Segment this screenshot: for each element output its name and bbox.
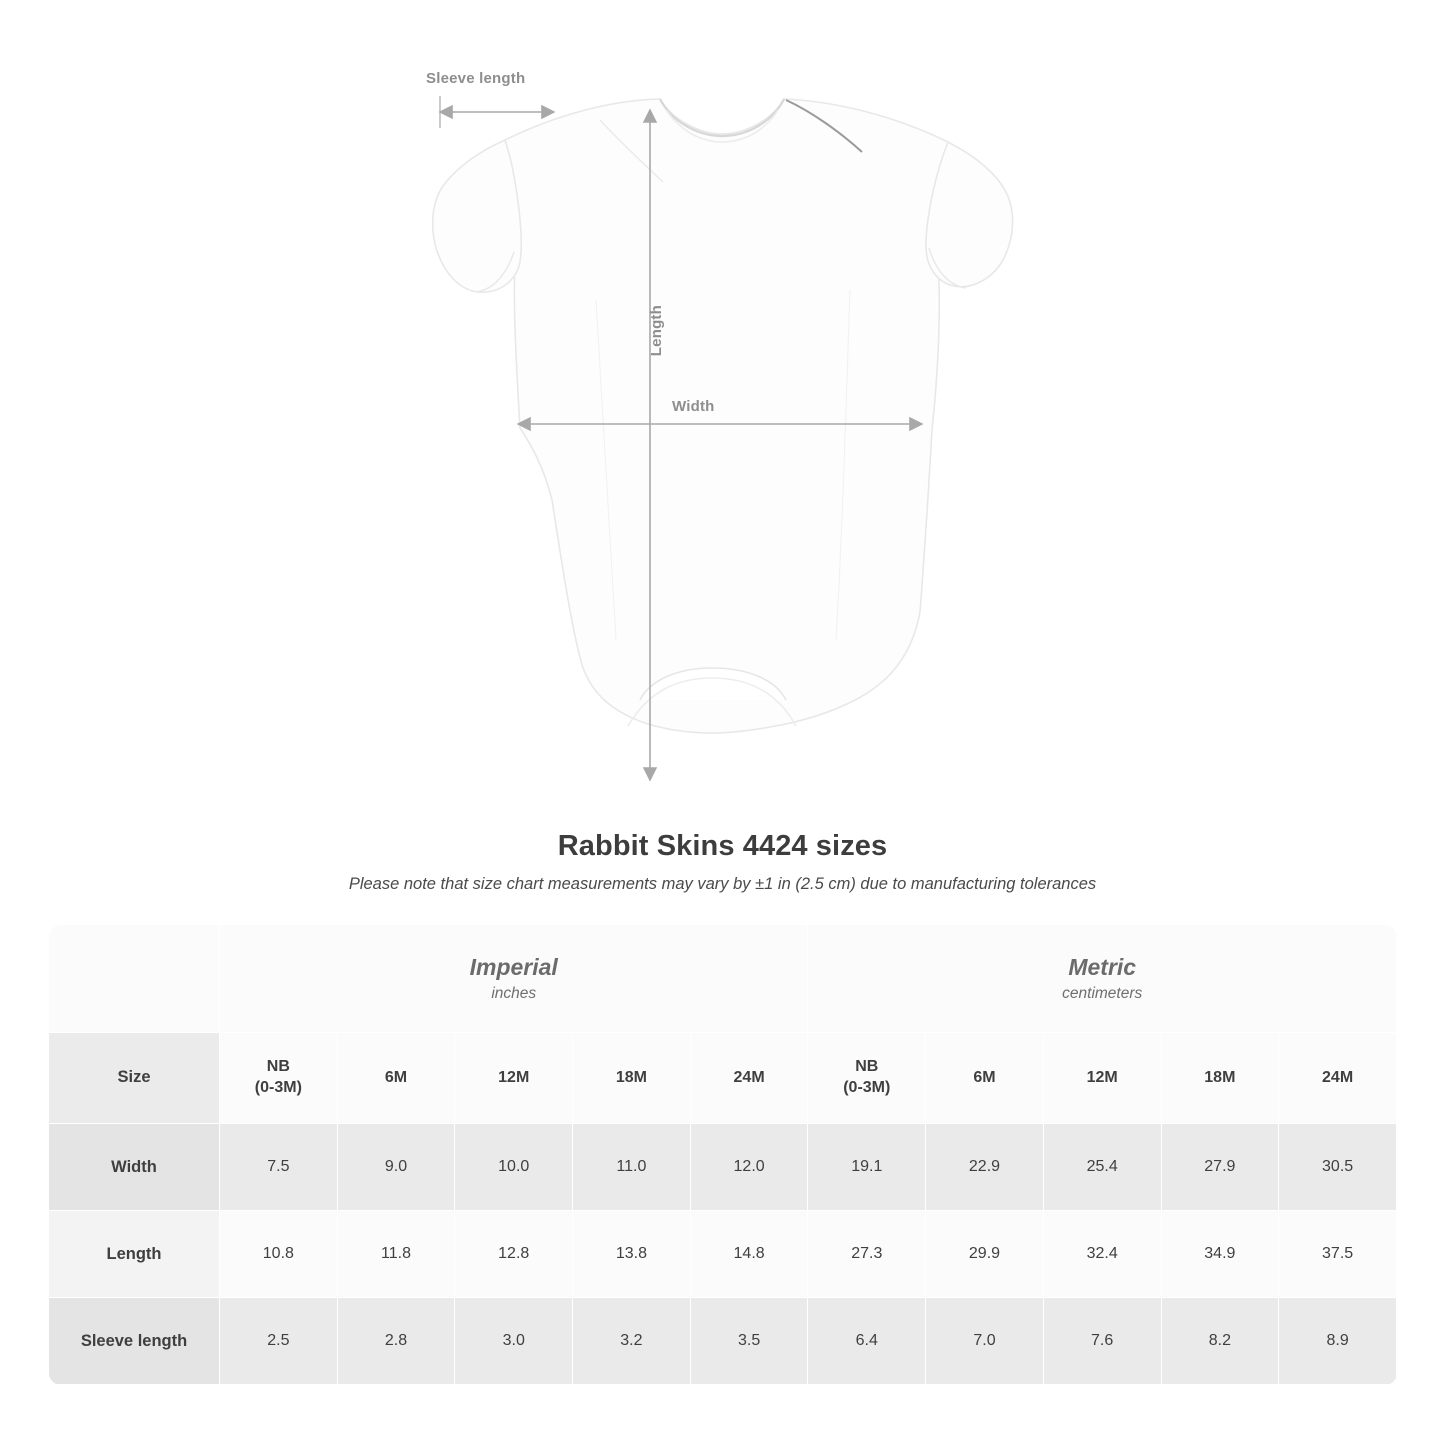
column-header-24m-metric: 24M	[1279, 1033, 1397, 1124]
cell-length-nb-in: 10.8	[220, 1211, 338, 1298]
table-row	[49, 1298, 1397, 1385]
column-header-6m-imperial: 6M	[337, 1033, 455, 1124]
table-row	[49, 1124, 1397, 1211]
column-header-12m-imperial: 12M	[455, 1033, 573, 1124]
cell-length-18m-cm: 34.9	[1161, 1211, 1279, 1298]
column-header-24m-imperial: 24M	[690, 1033, 808, 1124]
cell-width-24m-cm: 30.5	[1279, 1124, 1397, 1211]
cell-width-12m-in: 10.0	[455, 1124, 573, 1211]
cell-sleeve-12m-in: 3.0	[455, 1298, 573, 1385]
cell-length-24m-cm: 37.5	[1279, 1211, 1397, 1298]
column-header-12m-metric: 12M	[1043, 1033, 1161, 1124]
column-header-18m-imperial: 18M	[573, 1033, 691, 1124]
cell-length-nb-cm: 27.3	[808, 1211, 926, 1298]
row-label-width: Width	[49, 1124, 220, 1211]
cell-length-12m-in: 12.8	[455, 1211, 573, 1298]
table-row	[49, 1211, 1397, 1298]
tolerance-note: Please note that size chart measurements may vary by ±1 in (2.5 cm) due to manufacturing tolerances	[348, 875, 1097, 893]
column-header-nb-metric	[808, 1033, 926, 1124]
sleeve-length-label: Sleeve length	[426, 70, 526, 87]
cell-sleeve-nb-cm: 6.4	[808, 1298, 926, 1385]
cell-length-24m-in: 14.8	[690, 1211, 808, 1298]
cell-sleeve-nb-in: 2.5	[220, 1298, 338, 1385]
cell-sleeve-12m-cm: 7.6	[1043, 1298, 1161, 1385]
column-header-18m-metric: 18M	[1161, 1033, 1279, 1124]
size-chart-table-wrapper	[48, 924, 1397, 1385]
cell-sleeve-24m-cm: 8.9	[1279, 1298, 1397, 1385]
cell-width-6m-in: 9.0	[337, 1124, 455, 1211]
unit-group-metric-sub: centimeters	[1062, 984, 1143, 1002]
cell-width-nb-in: 7.5	[220, 1124, 338, 1211]
unit-group-imperial-sub: inches	[491, 984, 537, 1002]
unit-group-metric	[808, 925, 1397, 1033]
cell-length-12m-cm: 32.4	[1043, 1211, 1161, 1298]
unit-group-imperial-name: Imperial	[469, 954, 558, 981]
column-header-nb-metric-main: NB	[855, 1058, 879, 1076]
length-label: Length	[648, 305, 665, 357]
bodysuit-shape	[433, 99, 1013, 733]
width-label: Width	[672, 398, 715, 415]
cell-sleeve-18m-cm: 8.2	[1161, 1298, 1279, 1385]
row-label-sleeve-length: Sleeve length	[49, 1298, 220, 1385]
title-block	[0, 830, 1445, 894]
cell-width-18m-cm: 27.9	[1161, 1124, 1279, 1211]
cell-length-6m-cm: 29.9	[926, 1211, 1044, 1298]
unit-group-metric-name: Metric	[1068, 954, 1137, 981]
row-label-length: Length	[49, 1211, 220, 1298]
unit-group-imperial	[220, 925, 808, 1033]
cell-length-18m-in: 13.8	[573, 1211, 691, 1298]
unit-row-spacer	[49, 925, 220, 1033]
column-header-nb-imperial-sub: (0-3M)	[254, 1079, 302, 1096]
cell-sleeve-24m-in: 3.5	[690, 1298, 808, 1385]
page-title: Rabbit Skins 4424 sizes	[557, 830, 888, 862]
column-header-nb-imperial	[220, 1033, 338, 1124]
cell-width-12m-cm: 25.4	[1043, 1124, 1161, 1211]
size-chart-table	[48, 924, 1397, 1385]
cell-width-6m-cm: 22.9	[926, 1124, 1044, 1211]
cell-width-nb-cm: 19.1	[808, 1124, 926, 1211]
row-header-size: Size	[49, 1033, 220, 1124]
cell-length-6m-in: 11.8	[337, 1211, 455, 1298]
column-header-nb-imperial-main: NB	[266, 1058, 290, 1076]
cell-sleeve-6m-in: 2.8	[337, 1298, 455, 1385]
cell-width-24m-in: 12.0	[690, 1124, 808, 1211]
cell-sleeve-6m-cm: 7.0	[926, 1298, 1044, 1385]
size-header-row	[49, 1033, 1397, 1124]
unit-group-row	[49, 925, 1397, 1033]
cell-sleeve-18m-in: 3.2	[573, 1298, 691, 1385]
column-header-6m-metric: 6M	[926, 1033, 1044, 1124]
column-header-nb-metric-sub: (0-3M)	[843, 1079, 891, 1096]
cell-width-18m-in: 11.0	[573, 1124, 691, 1211]
